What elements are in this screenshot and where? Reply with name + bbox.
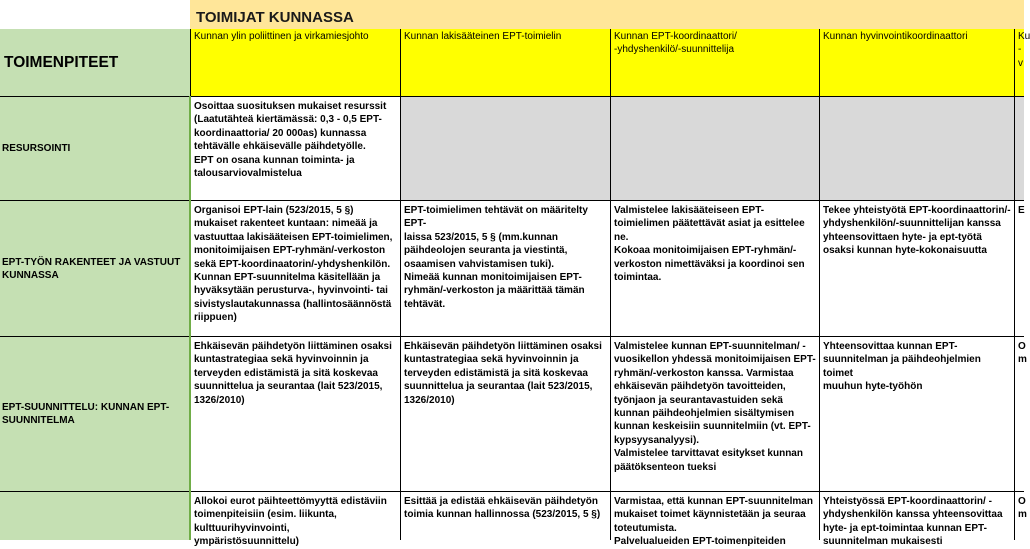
table-cell: Osoittaa suosituksen mukaiset resurssit (Laatutähteä kiertämässä: 0,3 - 0,5 EPT- koordinaattoria/ 20 000as) kunnassa tehtävälle ehkäisevälle päihdetyölle. EPT on osana kunnan toiminta- ja talousarviovalmistelua bbox=[190, 96, 400, 200]
section-title: TOIMIJAT KUNNASSA bbox=[190, 0, 1024, 29]
column-header-2: Kunnan EPT-koordinaattori/ -yhdyshenkilö/-suunnittelija bbox=[610, 29, 819, 96]
table-cell: Tekee yhteistyötä EPT-koordinaattorin/- yhdyshenkilön/-suunnittelijan kanssa yhteensovittaen hyte- ja ept-työtä osaksi kunnan hyte-kokonaisuutta bbox=[819, 200, 1014, 336]
table-cell: Varmistaa, että kunnan EPT-suunnitelman mukaiset toimet käynnistetään ja seuraa toteutumista. Palvelualueiden EPT-toimenpiteiden bbox=[610, 491, 819, 540]
table-cell: Organisoi EPT-lain (523/2015, 5 §) mukaiset rakenteet kuntaan: nimeää ja vastuuttaa lakisääteisen EPT-toimielimen, monitoimijaisen EPT-ryhmän/-verkoston sekä EPT-koordinaatorin/-yhdyshenkilön. Kunnan EPT-suunnitelma käsitellään ja hyväksytään perusturva-, hyvinvointi- tai sivistyslautakunnassa (hallintosäännöstä riippuen) bbox=[190, 200, 400, 336]
table-cell: Ehkäisevän päihdetyön liittäminen osaksi kuntastrategiaa sekä hyvinvoinnin ja terveyden edistämistä ja sitä koskevaa suunnittelua ja seurantaa (lait 523/2015, 1326/2010) bbox=[190, 336, 400, 491]
table-cell: EPT-toimielimen tehtävät on määritelty EPT- laissa 523/2015, 5 § (mm.kunnan päihdeolojen seuranta ja viestintä, osaamisen vahvistamisen tuki). Nimeää kunnan monitoimijaisen EPT- ryhmän/-verkoston ja määrittää tämän tehtävät. bbox=[400, 200, 610, 336]
table-cell bbox=[610, 96, 819, 200]
column-header-1: Kunnan lakisääteinen EPT-toimielin bbox=[400, 29, 610, 96]
column-header-4: Ku -v bbox=[1014, 29, 1024, 96]
table-cell: Valmistelee kunnan EPT-suunnitelman/ - vuosikellon yhdessä monitoimijaisen EPT- ryhmän/-verkoston kanssa. Varmistaa ehkäisevän päihdetyön tavoitteiden, työnjaon ja seurantavastuiden sekä kunnan päihdeohjelmien sisältymisen kunnan keskeisiin suunnitelmiin (vt. EPT- kypsyysanalyysi). Valmistelee tarvittavat esitykset kunnan päätöksenteon tueksi bbox=[610, 336, 819, 491]
selection-edge bbox=[189, 96, 191, 540]
table-cell: E bbox=[1014, 200, 1024, 336]
column-header-3: Kunnan hyvinvointikoordinaattori bbox=[819, 29, 1014, 96]
table-cell: Yhteensovittaa kunnan EPT- suunnitelman ja päihdeohjelmien toimet muuhun hyte-työhön bbox=[819, 336, 1014, 491]
table-cell: Valmistelee lakisääteiseen EPT- toimielimen päätettävät asiat ja esittelee ne. Kokoaa monitoimijaisen EPT-ryhmän/- verkoston nimettäväksi ja koordinoi sen toimintaa. bbox=[610, 200, 819, 336]
table-cell bbox=[819, 96, 1014, 200]
corner-blank bbox=[0, 0, 190, 29]
row-label-resursointi: RESURSOINTI bbox=[0, 96, 190, 200]
table-cell: O m bbox=[1014, 336, 1024, 491]
table-cell bbox=[400, 96, 610, 200]
table-cell: O m bbox=[1014, 491, 1024, 540]
row-label-suunnittelu: EPT-SUUNNITTELU: KUNNAN EPT- SUUNNITELMA bbox=[0, 336, 190, 491]
row-header-title: TOIMENPITEET bbox=[0, 29, 190, 96]
table-cell: Ehkäisevän päihdetyön liittäminen osaksi kuntastrategiaa sekä hyvinvoinnin ja terveyden edistämistä ja sitä koskevaa suunnittelua ja seurantaa (lait 523/2015, 1326/2010) bbox=[400, 336, 610, 491]
row-label-rakenteet: EPT-TYÖN RAKENTEET JA VASTUUT KUNNASSA bbox=[0, 200, 190, 336]
table-cell bbox=[1014, 96, 1024, 200]
column-header-0: Kunnan ylin poliittinen ja virkamiesjohto bbox=[190, 29, 400, 96]
row-label-4 bbox=[0, 491, 190, 540]
table-cell: Esittää ja edistää ehkäisevän päihdetyön toimia kunnan hallinnossa (523/2015, 5 §) bbox=[400, 491, 610, 540]
table-cell: Yhteistyössä EPT-koordinaattorin/ - yhdyshenkilön kanssa yhteensovittaa hyte- ja ept-toimintaa kunnan EPT- suunnitelman mukaisesti bbox=[819, 491, 1014, 540]
table-cell: Allokoi eurot päihteettömyyttä edistäviin toimenpiteisiin (esim. liikunta, kulttuurihyvinvointi, ympäristösuunnittelu) bbox=[190, 491, 400, 540]
